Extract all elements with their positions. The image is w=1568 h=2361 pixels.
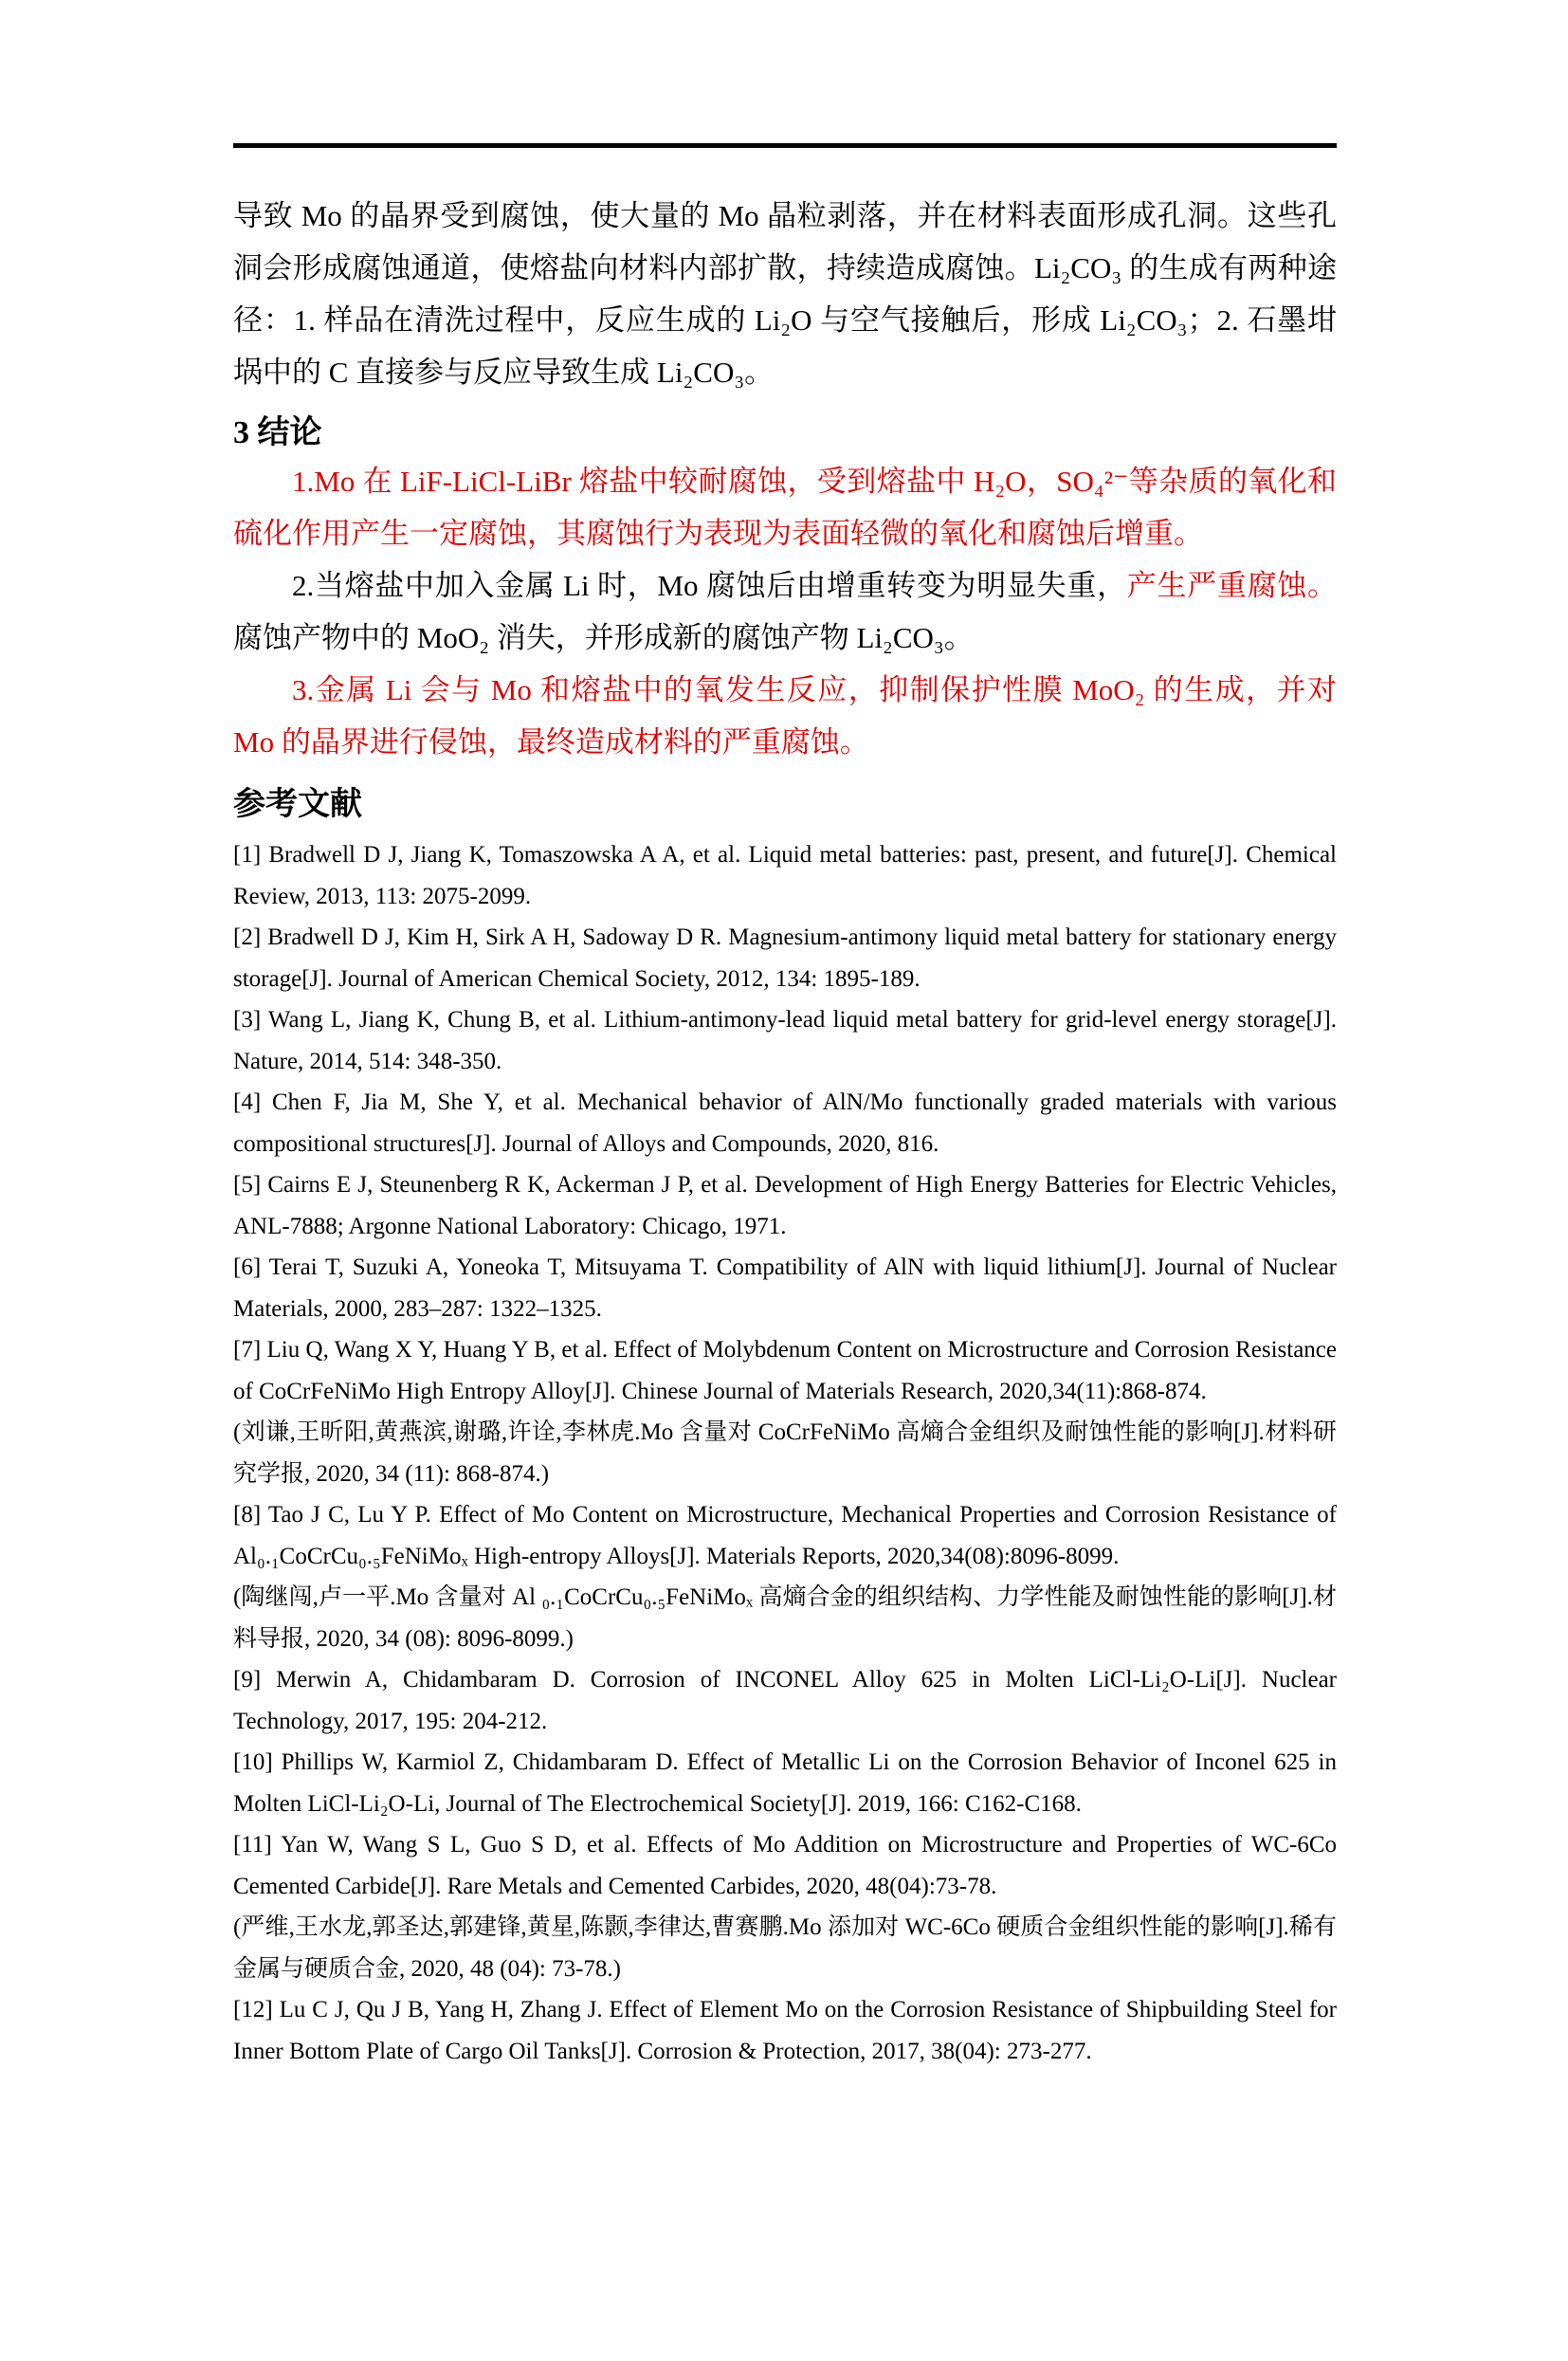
reference-item-2: [2] Bradwell D J, Kim H, Sirk A H, Sadoway D R. Magnesium-antimony liquid metal battery for stationary energy storage[J]. Journal of American Chemical Society, 2012, 134: 1895-189. [233,924,1337,992]
conclusion-item-1: 1.Mo 在 LiF-LiCl-LiBr 熔盐中较耐腐蚀，受到熔盐中 H₂O，SO₄²⁻等杂质的氧化和硫化作用产生一定腐蚀，其腐蚀行为表现为表面轻微的氧化和腐蚀后增重。 [233,465,1337,550]
references-heading: 参考文献 [233,787,362,822]
reference-item-1: [1] Bradwell D J, Jiang K, Tomaszowska A A, et al. Liquid metal batteries: past, present, and future[J]. Chemical Review, 2013, 113: 2075-2099. [233,842,1337,909]
reference-item-5: [5] Cairns E J, Steunenberg R K, Ackerman J P, et al. Development of High Energy Batteries for Electric Vehicles, ANL-7888; Argonne National Laboratory: Chicago, 1971. [233,1172,1337,1239]
reference-item-7: [7] Liu Q, Wang X Y, Huang Y B, et al. Effect of Molybdenum Content on Microstructure and Corrosion Resistance of CoCrFeNiMo High Entropy Alloy[J]. Chinese Journal of Materials Research, 2020,34(11):868-874. [233,1337,1337,1404]
reference-item-9: [9] Merwin A, Chidambaram D. Corrosion of INCONEL Alloy 625 in Molten LiCl-Li₂O-Li[J]. Nuclear Technology, 2017, 195: 204-212. [233,1667,1337,1734]
reference-item-8: [8] Tao J C, Lu Y P. Effect of Mo Content on Microstructure, Mechanical Properties and Corrosion Resistance of Al₀.₁CoCrCu₀.₅FeNiMoₓ High-entropy Alloys[J]. Materials Reports, 2020,34(08):8096-8099. [233,1502,1337,1569]
reference-item-8-chinese: (陶继闯,卢一平.Mo 含量对 Al ₀.₁CoCrCu₀.₅FeNiMoₓ 高熵合金的组织结构、力学性能及耐蚀性能的影响[J].材料导报, 2020, 34 (08): 8096-8099.) [233,1584,1337,1652]
document-page [0,143,1568,2361]
header-rule [233,143,1337,148]
reference-item-3: [3] Wang L, Jiang K, Chung B, et al. Lithium-antimony-lead liquid metal battery for grid-level energy storage[J]. Nature, 2014, 514: 348-350. [233,1007,1337,1074]
body-paragraph: 导致 Mo 的晶界受到腐蚀，使大量的 Mo 晶粒剥落，并在材料表面形成孔洞。这些孔洞会形成腐蚀通道，使熔盐向材料内部扩散，持续造成腐蚀。Li₂CO₃ 的生成有两种途径：1. 样品在清洗过程中，反应生成的 Li₂O 与空气接触后，形成 Li₂CO₃；2. 石墨坩埚中的 C 直接参与反应导致生成 Li₂CO₃。 [233,199,1337,389]
conclusion-item-2-red-part: 产生严重腐蚀。 [1126,569,1337,602]
conclusion-item-3: 3.金属 Li 会与 Mo 和熔盐中的氧发生反应，抑制保护性膜 MoO₂ 的生成，并对 Mo 的晶界进行侵蚀，最终造成材料的严重腐蚀。 [233,673,1337,759]
conclusion-heading: 3 结论 [233,415,322,450]
reference-item-11: [11] Yan W, Wang S L, Guo S D, et al. Effects of Mo Addition on Microstructure and Properties of WC-6Co Cemented Carbide[J]. Rare Metals and Cemented Carbides, 2020, 48(04):73-78. [233,1832,1337,1899]
conclusion-item-2 [233,559,1337,664]
reference-item-7-chinese: (刘谦,王昕阳,黄燕滨,谢璐,许诠,李林虎.Mo 含量对 CoCrFeNiMo 高熵合金组织及耐蚀性能的影响[J].材料研究学报, 2020, 34 (11): 868-874.) [233,1419,1337,1487]
reference-item-10: [10] Phillips W, Karmiol Z, Chidambaram D. Effect of Metallic Li on the Corrosion Behavior of Inconel 625 in Molten LiCl-Li₂O-Li, Journal of The Electrochemical Society[J]. 2019, 166: C162-C168. [233,1749,1337,1817]
conclusion-item-2-black-part-1: 2.当熔盐中加入金属 Li 时，Mo 腐蚀后由增重转变为明显失重， [292,569,1127,602]
conclusion-item-2-black-part-2: 腐蚀产物中的 MoO₂ 消失，并形成新的腐蚀产物 Li₂CO₃。 [233,621,974,654]
reference-item-11-chinese: (严维,王水龙,郭圣达,郭建锋,黄星,陈颢,李律达,曹赛鹏.Mo 添加对 WC-6Co 硬质合金组织性能的影响[J].稀有金属与硬质合金, 2020, 48 (04): 73-78.) [233,1914,1337,1982]
reference-list [233,834,1337,2072]
reference-item-12: [12] Lu C J, Qu J B, Yang H, Zhang J. Effect of Element Mo on the Corrosion Resistance of Shipbuilding Steel for Inner Bottom Plate of Cargo Oil Tanks[J]. Corrosion & Protection, 2017, 38(04): 273-277. [233,1997,1337,2064]
reference-item-6: [6] Terai T, Suzuki A, Yoneoka T, Mitsuyama T. Compatibility of AlN with liquid lithium[J]. Journal of Nuclear Materials, 2000, 283–287: 1322–1325. [233,1254,1337,1322]
reference-item-4: [4] Chen F, Jia M, She Y, et al. Mechanical behavior of AlN/Mo functionally graded materials with various compositional structures[J]. Journal of Alloys and Compounds, 2020, 816. [233,1089,1337,1157]
